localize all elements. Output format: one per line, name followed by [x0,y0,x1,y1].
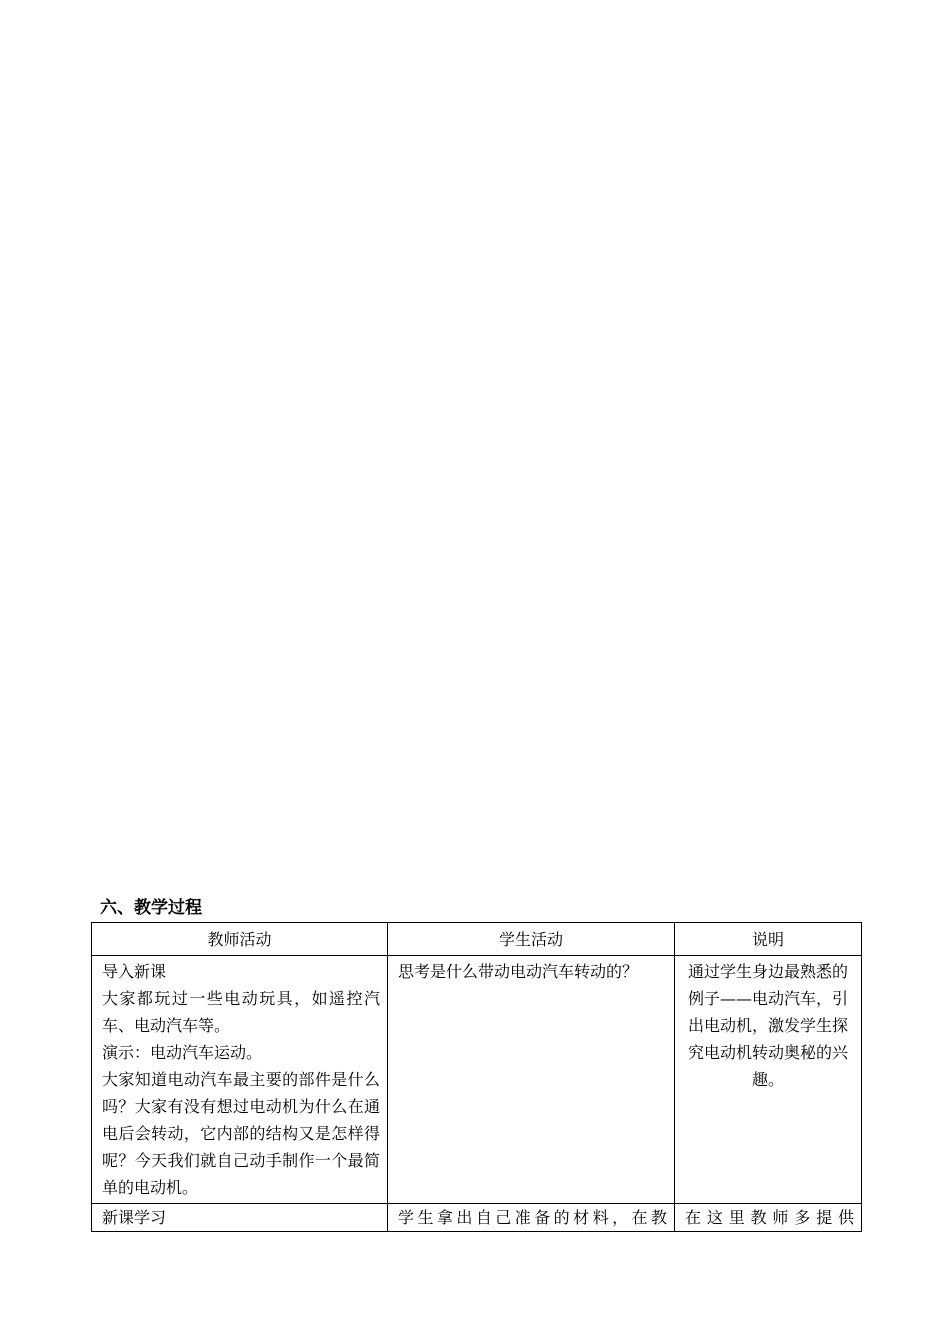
teacher-text: 大家知道电动汽车最主要的部件是什么吗？大家有没有想过电动机为什么在通电后会转动，它内部的结构又是怎样得呢？今天我们就自己动手制作一个最简单的电动机。 [102,1070,380,1197]
header-teacher-activity: 教师活动 [92,923,388,956]
teacher-step-heading: 新课学习 [102,1208,167,1227]
note-text: 通过学生身边最熟悉的例子——电动汽车，引出电动机，激发学生探究电动机转动奥秘的兴趣。 [687,962,848,1089]
student-text: 学生拿出自己准备的材料，在教 [398,1208,667,1227]
student-activity-cell [388,1204,675,1232]
header-notes: 说明 [675,923,862,956]
teacher-text: 大家都玩过一些电动玩具，如遥控汽车、电动汽车等。 [102,989,380,1035]
section-title: 六、教学过程 [100,898,202,918]
teacher-step-heading: 导入新课 [102,962,167,981]
teacher-activity-cell [92,956,388,1204]
notes-cell [675,956,862,1204]
table-header-row [92,923,862,956]
student-activity-cell [388,956,675,1204]
header-student-activity: 学生活动 [388,923,675,956]
student-text: 思考是什么带动电动汽车转动的？ [398,962,639,981]
teacher-text: 演示：电动汽车运动。 [102,1043,263,1062]
teacher-activity-cell [92,1204,388,1232]
table-row [92,956,862,1204]
note-text: 在这里教师多提供 [685,1208,854,1227]
table-row [92,1204,862,1232]
teaching-process-table [91,922,862,1232]
notes-cell [675,1204,862,1232]
